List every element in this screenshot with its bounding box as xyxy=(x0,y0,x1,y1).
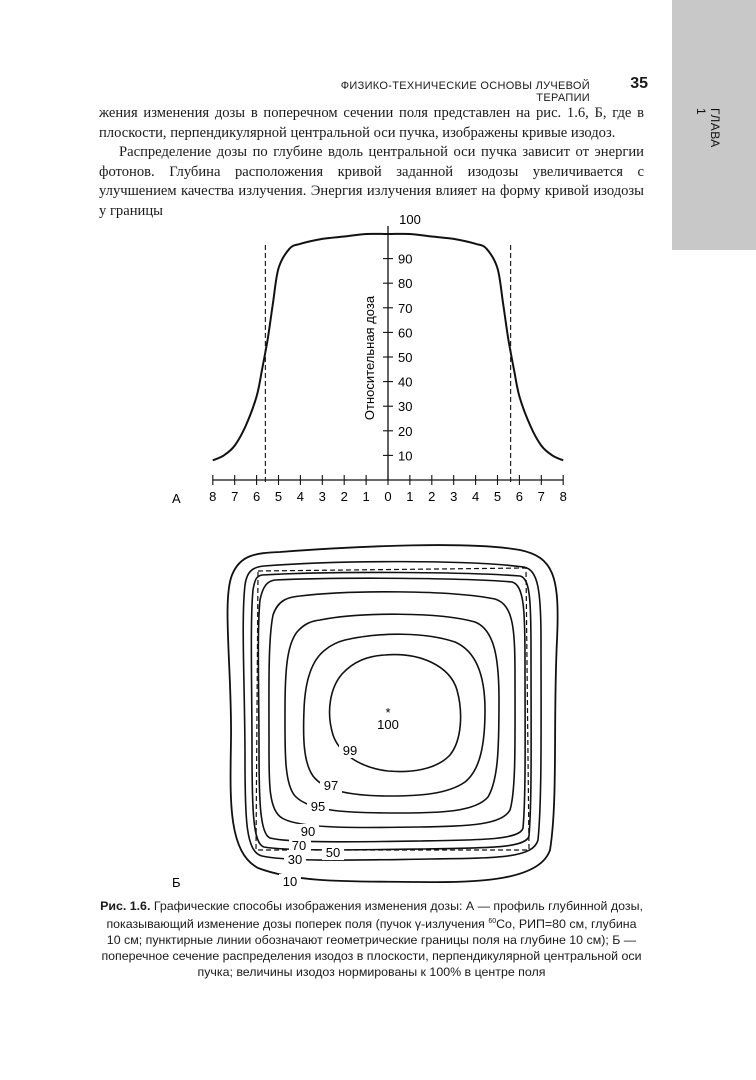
x-tick-label: 5 xyxy=(493,489,502,504)
caption-label: Рис. 1.6. xyxy=(100,899,151,913)
x-tick-label: 6 xyxy=(252,489,261,504)
y-tick-label: 60 xyxy=(398,325,413,341)
x-tick-label: 3 xyxy=(318,489,326,504)
isodose-label-97: 97 xyxy=(323,778,339,793)
x-tick-label: 2 xyxy=(428,489,436,504)
y-tick-label: 10 xyxy=(398,448,413,464)
isodose-label-100: 100 xyxy=(377,717,399,732)
panel-b-label: Б xyxy=(172,875,181,890)
isodose-90-curve xyxy=(269,592,515,828)
y-tick-label: 40 xyxy=(398,374,413,390)
figure-caption xyxy=(99,898,644,980)
center-marker: * xyxy=(385,705,391,720)
chapter-label: ГЛАВА 1 xyxy=(694,108,722,148)
isodose-label-70: 70 xyxy=(291,838,307,853)
x-tick-label: 4 xyxy=(296,489,305,504)
page-number: 35 xyxy=(630,75,648,92)
caption-text-2: Co, РИП=80 см, глубина 10 см; пунктирные линии обозначают геометрические границы поля на глубине 10 см); Б — поперечное сечение распределения изодоз в плоскости, перпендикулярной центральной оси пучка; величины изодоз нормированы к 100% в центре поля xyxy=(101,917,642,979)
x-tick-label: 5 xyxy=(274,489,283,504)
isodose-label-10: 10 xyxy=(282,874,298,889)
x-tick-label: 0 xyxy=(384,489,392,504)
isodose-label-50: 50 xyxy=(325,845,341,860)
x-tick-label: 3 xyxy=(450,489,458,504)
x-tick-label: 8 xyxy=(559,489,567,504)
isodose-label-95: 95 xyxy=(310,799,326,814)
y-tick-label: 30 xyxy=(398,399,413,415)
running-title: ФИЗИКО-ТЕХНИЧЕСКИЕ ОСНОВЫ ЛУЧЕВОЙ ТЕРАПИИ xyxy=(340,80,590,104)
y-tick-label: 20 xyxy=(398,423,413,439)
isodose-label-99: 99 xyxy=(342,743,358,758)
y-tick-label: 50 xyxy=(398,350,413,365)
isodose-95-curve xyxy=(285,614,499,813)
x-tick-label: 6 xyxy=(515,489,524,504)
caption-isotope-mass: 60 xyxy=(488,918,497,925)
paragraph-1: жения изменения дозы в поперечном сечении поля представлен на рис. 1.6, Б, где в плоскости, перпендикулярной центральной оси пучка, изображены кривые изодоз. xyxy=(99,105,644,141)
y-tick-label: 90 xyxy=(398,251,413,267)
x-tick-label: 4 xyxy=(471,489,480,504)
y-tick-label: 70 xyxy=(398,300,413,316)
field-edge-dashed xyxy=(256,568,529,850)
isodose-10-curve xyxy=(228,545,558,882)
x-tick-label: 7 xyxy=(231,489,239,504)
isodose-30-curve xyxy=(243,562,541,861)
x-tick-label: 1 xyxy=(362,489,370,504)
figure-b-group xyxy=(172,545,558,890)
x-tick-label: 1 xyxy=(406,489,414,504)
isodose-label-90: 90 xyxy=(300,824,316,839)
y-tick-label: 80 xyxy=(398,276,413,292)
panel-a-label: А xyxy=(172,491,181,506)
isodose-label-30: 30 xyxy=(287,852,303,867)
figure-a-group xyxy=(209,212,567,504)
x-tick-label: 2 xyxy=(340,489,348,504)
y-tick-label: 100 xyxy=(399,212,421,227)
caption-text-1: Графические способы изображения изменения дозы: А — профиль глубинной дозы, показывающий изменение дозы поперек поля (пучок γ-излучения xyxy=(106,899,643,931)
x-tick-label: 8 xyxy=(209,489,217,504)
x-tick-label: 7 xyxy=(537,489,545,504)
y-axis-title: Относительная доза xyxy=(362,295,377,421)
paragraph-2: Распределение дозы по глубине вдоль центральной оси пучка зависит от энергии фотонов. Глубина расположения кривой заданной изодозы увеличивается с улучшением качества излучения. Энергия излучения влияет на форму кривой изодозы у границы xyxy=(99,144,644,219)
